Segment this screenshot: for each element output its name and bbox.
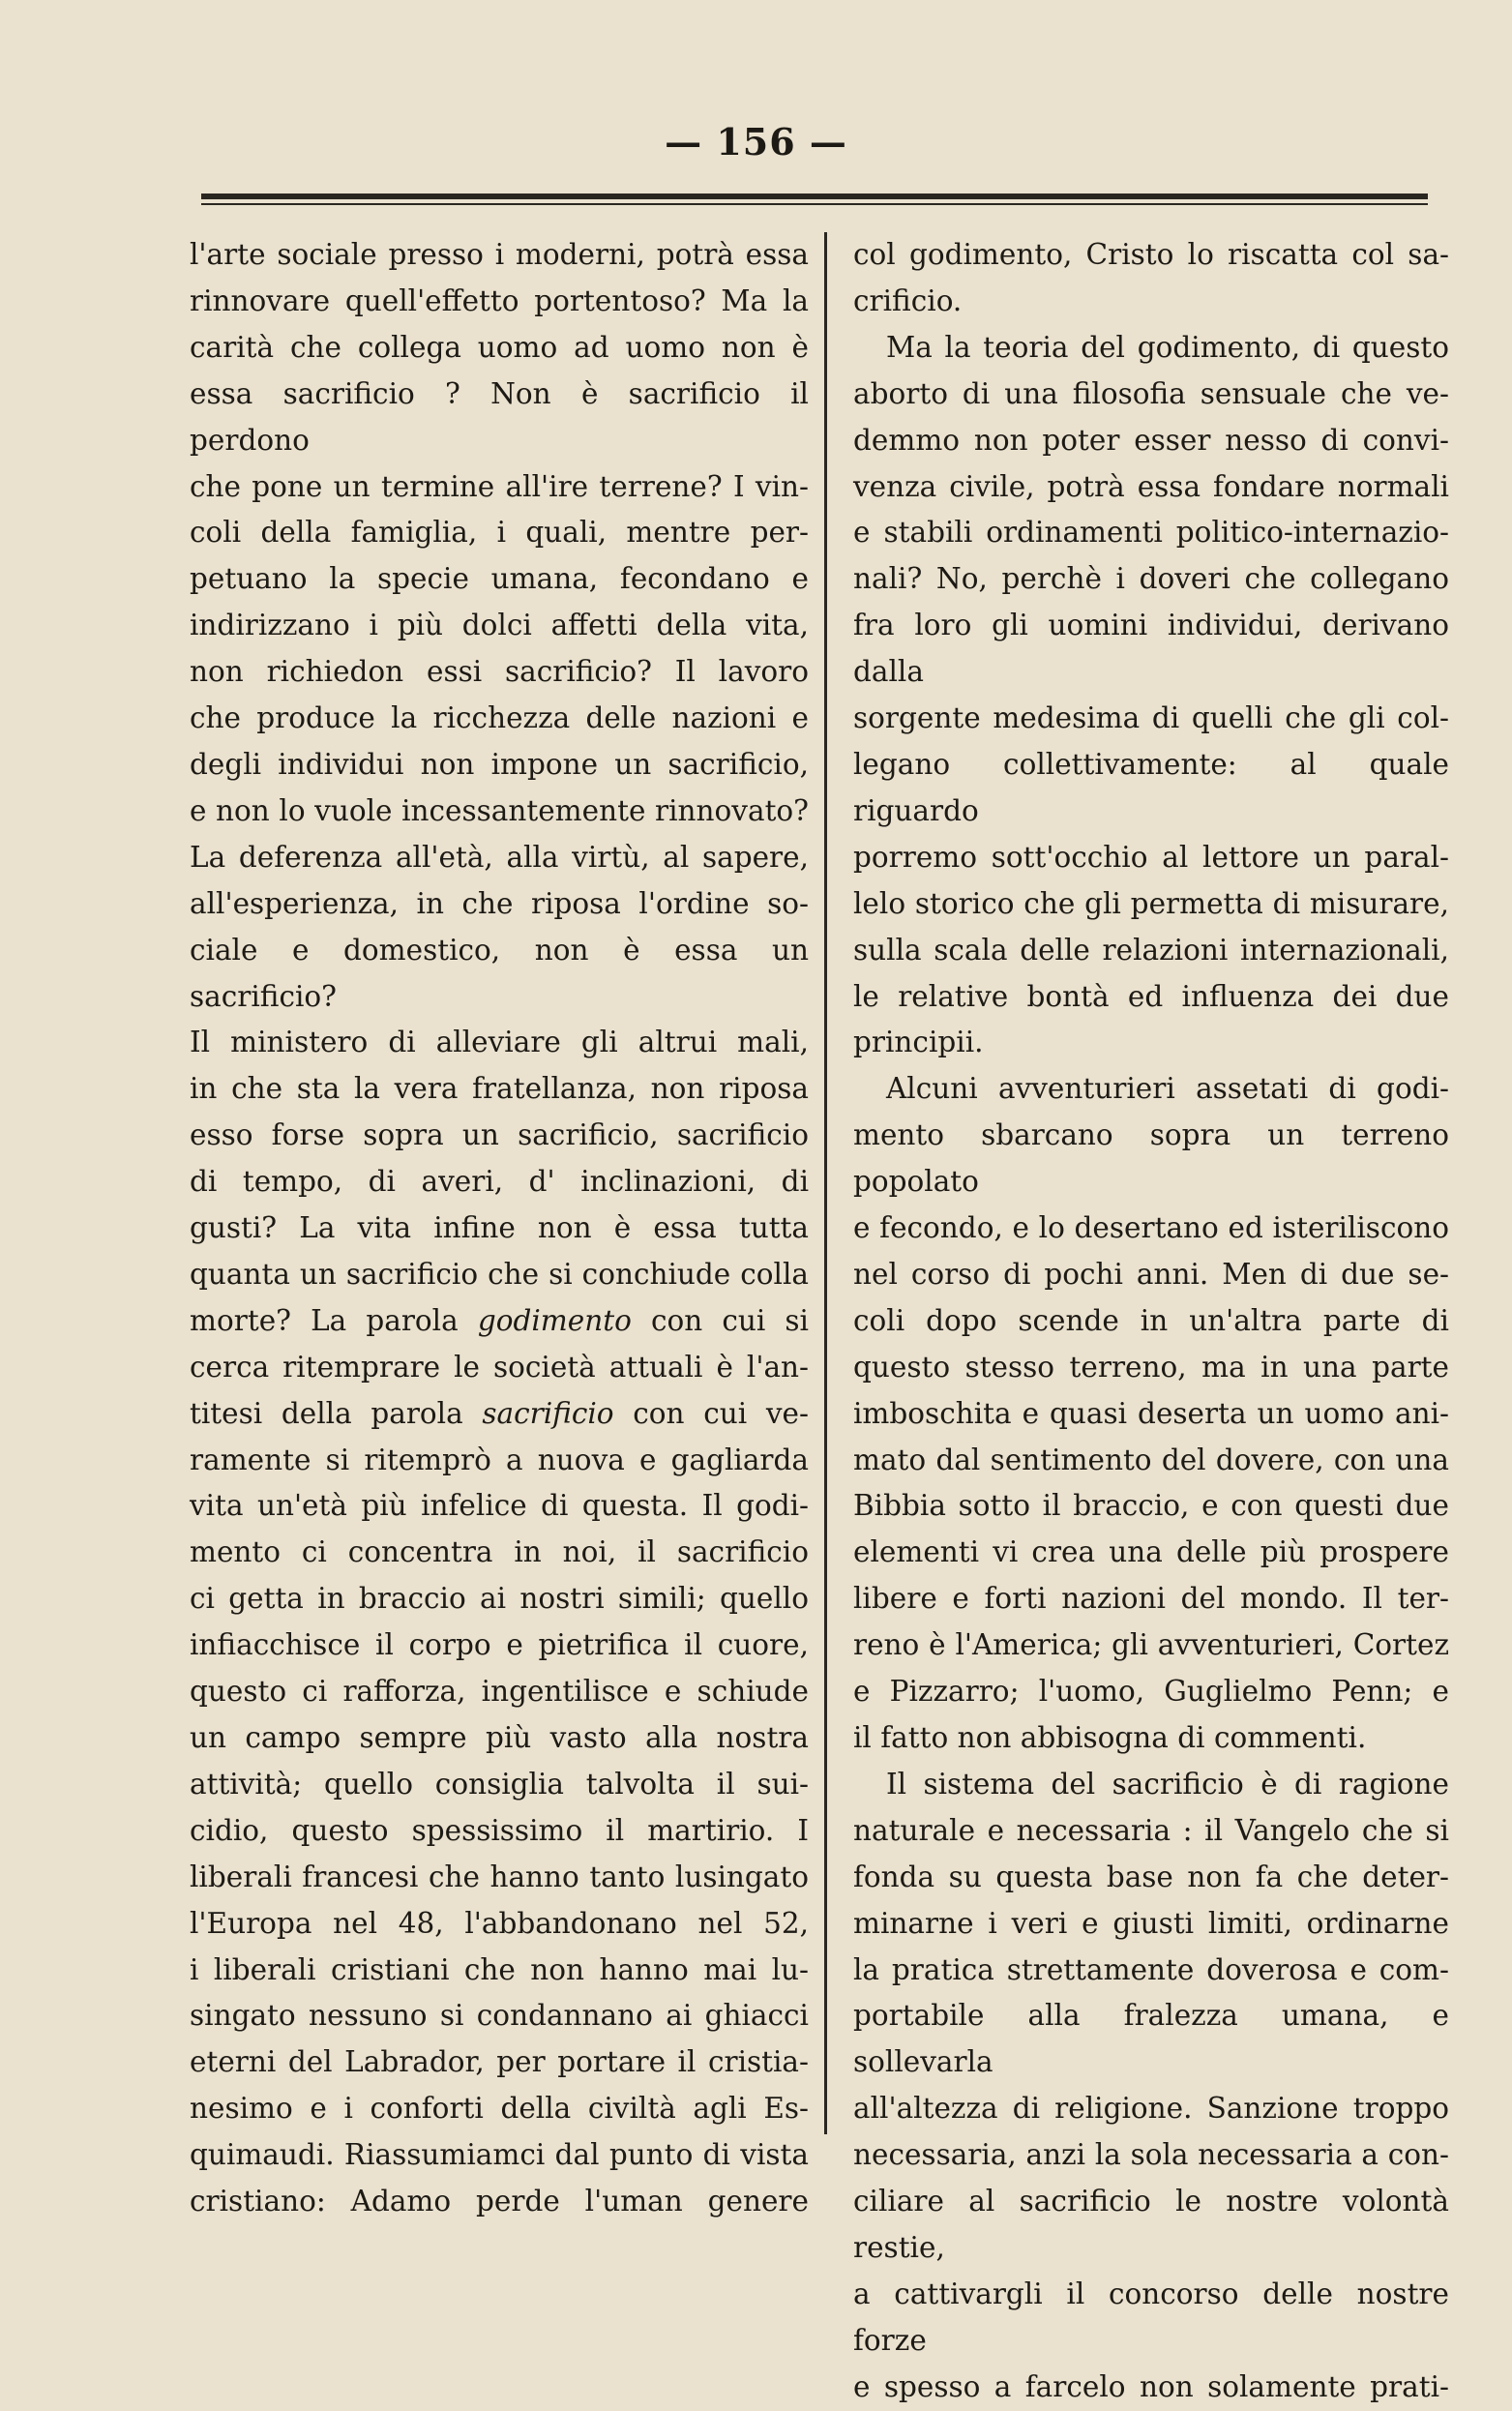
text-line: le relative bontà ed influenza dei due [853,979,1449,1013]
text-line: La deferenza all'età, alla virtù, al sapere, [190,840,809,874]
text-line: e spesso a farcelo non solamente prati- [853,2369,1449,2403]
text-line: petuano la specie umana, fecondano e [190,562,809,596]
text-line: mato dal sentimento del dovere, con una [853,1443,1449,1476]
text-segment: titesi della parola [190,1396,463,1430]
text-line: ci getta in braccio ai nostri simili; quello [190,1582,809,1616]
text-line: attività; quello consiglia talvolta il sui- [190,1767,809,1801]
paragraph-first-line: Alcuni avventurieri assetati di godi- [886,1072,1449,1106]
column-divider [824,232,827,2134]
text-line: quanta un sacrificio che si conchiude colla [190,1257,809,1291]
text-line: l'arte sociale presso i moderni, potrà essa [190,238,809,271]
text-line: imboschita e quasi deserta un uomo ani- [853,1396,1449,1430]
text-line: ciale e domestico, non è essa un sacrificio? [190,933,809,1013]
paragraph-first-line: Ma la teoria del godimento, di questo [886,330,1449,364]
text-line: all'altezza di religione. Sanzione troppo [853,2092,1449,2126]
text-line: principii. [853,1026,984,1059]
text-line: quimaudi. Riassumiamci dal punto di vista [190,2138,809,2172]
text-line: e fecondo, e lo desertano ed isteriliscono [853,1211,1449,1245]
left-column [190,232,809,2225]
text-line: la pratica strettamente doverosa e com- [853,1952,1449,1986]
text-line: singato nessuno si condannano ai ghiacci [190,1999,809,2033]
text-line: cristiano: Adamo perde l'uman genere [190,2185,809,2218]
text-line: coli dopo scende in un'altra parte di [853,1303,1449,1337]
text-line: che produce la ricchezza delle nazioni e [190,701,809,735]
text-line: fra loro gli uomini individui, derivano dalla [853,609,1449,689]
text-line: ramente si ritemprò a nuova e gagliarda [190,1443,809,1476]
text-line: mento sbarcano sopra un terreno popolato [853,1118,1449,1199]
text-line: Bibbia sotto il braccio, e con questi due [853,1489,1449,1523]
text-line: aborto di una filosofia sensuale che ve- [853,376,1449,410]
text-line: e non lo vuole incessantemente rinnovato? [190,793,809,827]
text-line: porremo sott'occhio al lettore un paral- [853,840,1449,874]
text-line: lelo storico che gli permetta di misurare, [853,886,1449,920]
text-line: in che sta la vera fratellanza, non riposa [190,1072,809,1106]
text-line: fonda su questa base non fa che deter- [853,1860,1449,1893]
text-line: infiacchisce il corpo e pietrifica il cuore, [190,1628,809,1662]
text-line: carità che collega uomo ad uomo non è [190,330,809,364]
text-line: col godimento, Cristo lo riscatta col sa- [853,238,1449,271]
text-line: mento ci concentra in noi, il sacrificio [190,1535,809,1569]
text-line: cidio, questo spessissimo il martirio. I [190,1813,809,1847]
italic-word-godimento: godimento [477,1303,632,1337]
text-line: essa sacrificio ? Non è sacrificio il perdono [190,376,809,457]
page-number: — 156 — [665,120,847,164]
text-line: Il ministero di alleviare gli altrui mali, [190,1026,809,1059]
text-line: di tempo, di averi, d' inclinazioni, di [190,1165,809,1199]
text-line: cerca ritemprare le società attuali è l'an- [190,1350,809,1384]
text-line: demmo non poter esser nesso di convi- [853,423,1449,457]
text-line: esso forse sopra un sacrificio, sacrificio [190,1118,809,1152]
text-line: indirizzano i più dolci affetti della vita, [190,609,809,642]
text-line: naturale e necessaria : il Vangelo che si [853,1813,1449,1847]
text-segment: morte? La parola [190,1303,459,1337]
text-line: e Pizzarro; l'uomo, Guglielmo Penn; e [853,1675,1449,1709]
text-line: nel corso di pochi anni. Men di due se- [853,1257,1449,1291]
text-line: minarne i veri e giusti limiti, ordinarne [853,1906,1449,1940]
text-line: rinnovare quell'effetto portentoso? Ma la [190,283,809,317]
text-line: sorgente medesima di quelli che gli col- [853,701,1449,735]
text-line: i liberali cristiani che non hanno mai lu- [190,1952,809,1986]
text-line: crificio. [853,283,963,317]
text-line: nali? No, perchè i doveri che collegano [853,562,1449,596]
text-line: nesimo e i conforti della civiltà agli Es- [190,2092,809,2126]
text-line: l'Europa nel 48, l'abbandonano nel 52, [190,1906,809,1940]
text-line: questo stesso terreno, ma in una parte [853,1350,1449,1384]
text-line: eterni del Labrador, per portare il cristia- [190,2045,809,2079]
text-line: il fatto non abbisogna di commenti. [853,1721,1367,1754]
text-line: non richiedon essi sacrificio? Il lavoro [190,655,809,689]
paragraph-first-line: Il sistema del sacrificio è di ragione [886,1767,1449,1801]
text-line: legano collettivamente: al quale riguardo [853,747,1449,827]
text-line-with-italic [190,1298,809,1345]
text-line: ciliare al sacrificio le nostre volontà restie, [853,2185,1449,2264]
text-segment: con cui si [650,1303,809,1337]
text-line: portabile alla fralezza umana, e sollevarla [853,1999,1449,2079]
text-line: che pone un termine all'ire terrene? I vin- [190,469,809,503]
text-line: un campo sempre più vasto alla nostra [190,1721,809,1754]
header-rule-thick [201,193,1428,199]
text-line: elementi vi crea una delle più prospere [853,1535,1449,1569]
text-line: questo ci rafforza, ingentilisce e schiude [190,1675,809,1709]
header-rule-thin [201,203,1428,205]
text-line: all'esperienza, in che riposa l'ordine so- [190,886,809,920]
text-line: e stabili ordinamenti politico-internazio- [853,516,1449,550]
right-column [853,232,1449,2411]
text-line: sulla scala delle relazioni internazionali, [853,933,1449,967]
italic-word-sacrificio: sacrificio [482,1396,614,1430]
text-line-with-italic [190,1391,809,1438]
text-line: necessaria, anzi la sola necessaria a con- [853,2138,1449,2172]
text-line: liberali francesi che hanno tanto lusingato [190,1860,809,1893]
text-line: libere e forti nazioni del mondo. Il ter- [853,1582,1449,1616]
text-line: coli della famiglia, i quali, mentre per- [190,516,809,550]
text-line: venza civile, potrà essa fondare normali [853,469,1449,503]
text-line: vita un'età più infelice di questa. Il godi- [190,1489,809,1523]
text-line: a cattivargli il concorso delle nostre forze [853,2277,1449,2357]
text-segment: con cui ve- [633,1396,809,1430]
text-line: degli individui non impone un sacrificio, [190,747,809,781]
text-line: gusti? La vita infine non è essa tutta [190,1211,809,1245]
text-line: reno è l'America; gli avventurieri, Cortez [853,1628,1449,1662]
